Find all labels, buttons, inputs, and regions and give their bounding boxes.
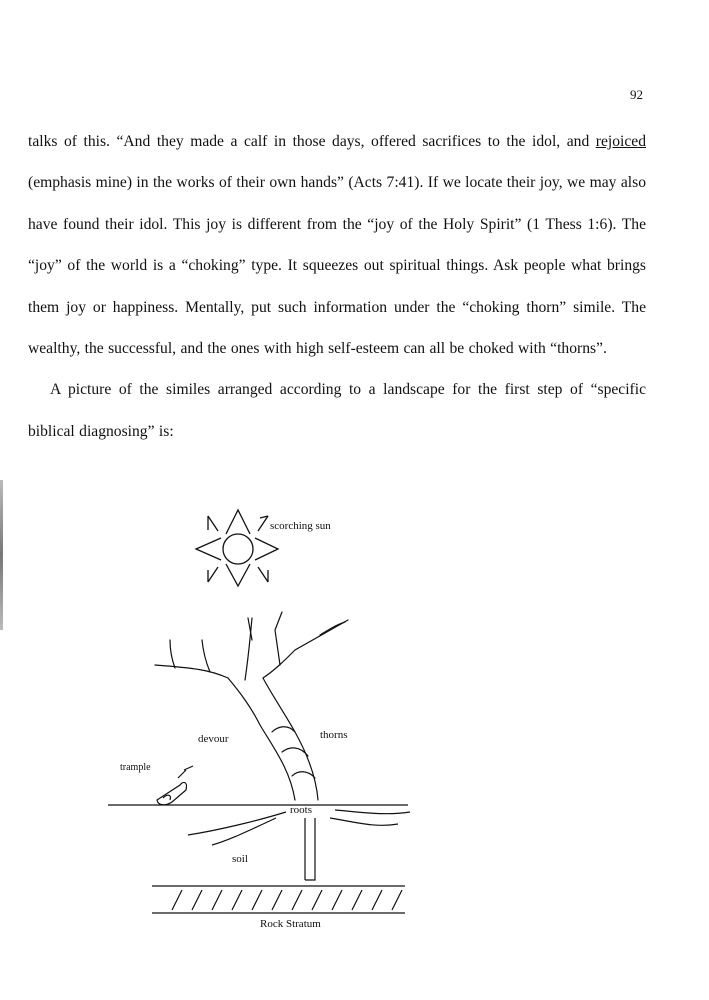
label-scorching-sun: scorching sun <box>270 520 331 532</box>
page-number: 92 <box>630 87 643 102</box>
trample-foot-icon <box>157 766 193 805</box>
label-devour: devour <box>198 733 229 745</box>
label-soil: soil <box>232 853 248 865</box>
body-text <box>28 121 646 452</box>
scan-edge-shadow <box>0 480 3 630</box>
label-thorns: thorns <box>320 729 348 741</box>
label-rock-stratum: Rock Stratum <box>260 918 321 930</box>
scorching-sun-icon <box>196 510 278 586</box>
label-trample: trample <box>120 762 151 773</box>
roots-icon <box>188 810 410 880</box>
paragraph-1-part-1: talks of this. “And they made a calf in those days, offered sacrifices to the idol, and <box>28 133 596 150</box>
rock-stratum-icon <box>152 886 405 913</box>
label-roots: roots <box>290 804 312 816</box>
paragraph-1-part-2: (emphasis mine) in the works of their own hands” (Acts 7:41). If we locate their joy, we may also have found their idol. This joy is different from the “joy of the Holy Spirit” (1 Thess 1:6). The “joy” of the world is a “choking” type. It squeezes out spiritual things. Ask people what brings them joy or happiness. Mentally, put such information under the “choking thorn” simile. The wealthy, the successful, and the ones with high self-esteem can all be choked with “thorns”. <box>28 174 646 358</box>
underlined-word: rejoiced <box>595 133 646 150</box>
paragraph-2: A picture of the similes arranged according to a landscape for the first step of “specific biblical diagnosing” is: <box>28 381 646 440</box>
paragraph-1 <box>28 121 646 369</box>
similes-landscape-diagram <box>100 500 460 940</box>
